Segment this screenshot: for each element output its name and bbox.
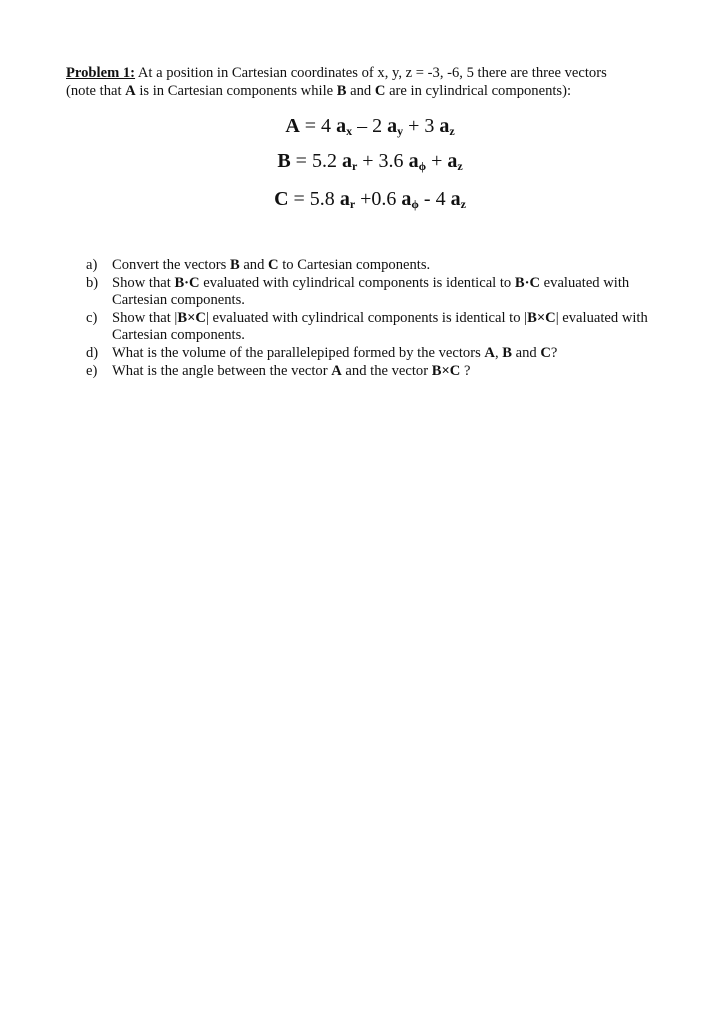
eq-term: = 4 bbox=[299, 115, 337, 137]
eq-lhs: B bbox=[277, 150, 291, 172]
eq-lhs: C bbox=[274, 188, 289, 210]
question-label: e) bbox=[86, 362, 98, 379]
unit-vector: a bbox=[408, 150, 419, 172]
eq-term: + 3 bbox=[403, 115, 440, 137]
eq-term: – 2 bbox=[352, 115, 388, 137]
intro-text: are in cylindrical components): bbox=[385, 83, 572, 99]
question-text: Convert the vectors B and C to Cartesian components. bbox=[112, 257, 431, 273]
question-text: What is the angle between the vector A and the vector B×C ? bbox=[112, 362, 471, 379]
question-label: c) bbox=[86, 309, 98, 326]
equation-c bbox=[66, 188, 674, 212]
unit-subscript: z bbox=[449, 124, 455, 138]
unit-subscript: y bbox=[397, 124, 404, 138]
unit-subscript: x bbox=[346, 124, 353, 138]
unit-vector: a bbox=[447, 150, 458, 172]
question-list bbox=[86, 257, 676, 380]
unit-subscript: z bbox=[457, 159, 463, 173]
unit-vector: a bbox=[439, 115, 450, 137]
vector-symbol: B bbox=[336, 83, 347, 99]
intro-text: At a position in Cartesian coordinates of x, y, z = -3, -6, 5 there are three vectors bbox=[135, 65, 607, 81]
intro-text: (note that bbox=[66, 83, 126, 99]
question-label: b) bbox=[86, 274, 99, 291]
question-text: Show that B·C evaluated with cylindrical components is identical to B·C evaluated with Cartesian components. bbox=[112, 274, 630, 309]
question-item bbox=[86, 310, 676, 345]
equation-b bbox=[66, 150, 674, 174]
problem-title: Problem 1: bbox=[66, 65, 136, 81]
eq-term: +0.6 bbox=[355, 188, 402, 210]
question-item bbox=[86, 257, 676, 275]
eq-term: + 3.6 bbox=[357, 150, 409, 172]
unit-subscript: r bbox=[351, 159, 358, 173]
vector-symbol: C bbox=[374, 83, 386, 99]
unit-subscript: ϕ bbox=[411, 197, 419, 211]
unit-vector: a bbox=[341, 150, 352, 172]
question-item bbox=[86, 345, 676, 363]
eq-term: = 5.2 bbox=[290, 150, 342, 172]
unit-vector: a bbox=[401, 188, 412, 210]
intro-text: and bbox=[346, 83, 375, 99]
problem-statement bbox=[66, 64, 676, 100]
question-text: Show that |B×C| evaluated with cylindrical components is identical to |B×C| evaluated with Cartesian components. bbox=[112, 309, 648, 344]
unit-subscript: r bbox=[349, 197, 356, 211]
vector-symbol: A bbox=[125, 83, 136, 99]
question-label: d) bbox=[86, 344, 99, 361]
unit-subscript: ϕ bbox=[418, 159, 427, 173]
unit-vector: a bbox=[387, 115, 398, 137]
unit-vector: a bbox=[450, 188, 461, 210]
question-text: What is the volume of the parallelepiped formed by the vectors A, B and C? bbox=[112, 344, 558, 361]
unit-vector: a bbox=[339, 188, 350, 210]
question-item bbox=[86, 275, 676, 310]
unit-vector: a bbox=[336, 115, 347, 137]
eq-term: - 4 bbox=[418, 188, 451, 210]
unit-subscript: z bbox=[460, 197, 466, 211]
equation-a bbox=[66, 115, 674, 139]
question-label: a) bbox=[86, 257, 98, 273]
eq-term: + bbox=[426, 150, 448, 172]
eq-lhs: A bbox=[285, 115, 300, 137]
eq-term: = 5.8 bbox=[288, 188, 340, 210]
question-item bbox=[86, 363, 676, 381]
intro-text: is in Cartesian components while bbox=[135, 83, 337, 99]
